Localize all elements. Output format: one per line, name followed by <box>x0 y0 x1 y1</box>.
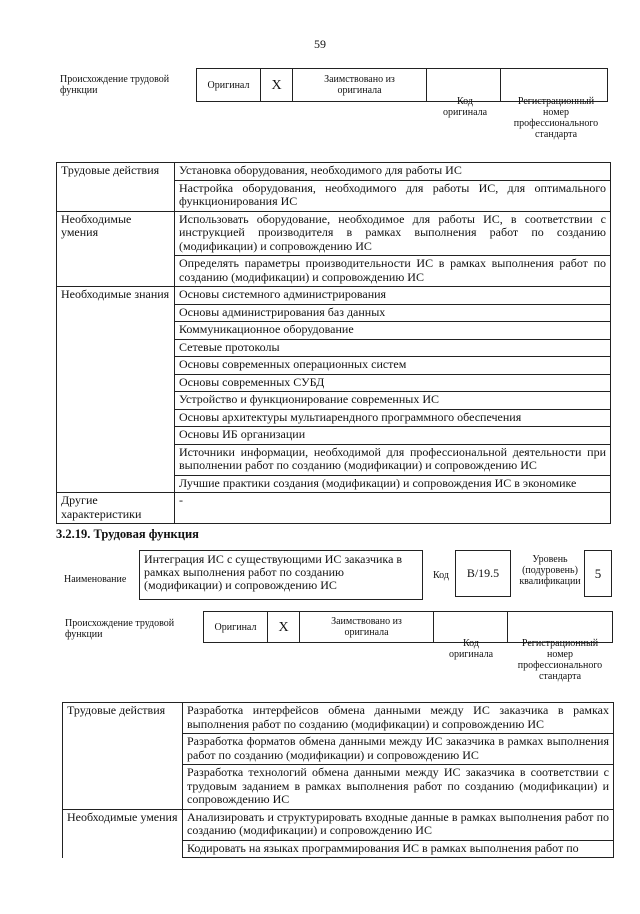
table-item: Основы архитектуры мультиарендного программного обеспечения <box>175 409 611 427</box>
code-original-label: Код оригинала <box>448 638 494 660</box>
labor-function-table-2 <box>62 702 614 858</box>
reg-number-label: Регистрационный номер профессионального стандарта <box>517 638 603 682</box>
function-name-box: Интеграция ИС с существующими ИС заказчика в рамках выполнения работ по созданию (модификации) и сопровождению ИС <box>139 550 423 600</box>
borrowed-label: Заимствовано из оригинала <box>324 74 395 96</box>
borrowed-cell <box>300 612 434 642</box>
page-number: 59 <box>314 37 326 51</box>
code-label: Код <box>433 570 449 581</box>
table-item: Разработка технологий обмена данными между ИС заказчика в соответствии с трудовым заданием в рамках выполнения работ по созданию (модификации) и сопровождению ИС <box>183 765 614 810</box>
table-item: Коммуникационное оборудование <box>175 322 611 340</box>
original-label: Оригинал <box>207 79 250 91</box>
table-item: Основы современных СУБД <box>175 374 611 392</box>
table-item: Основы современных операционных систем <box>175 357 611 375</box>
table-item: Кодировать на языках программирования ИС в рамках выполнения работ по <box>183 840 614 858</box>
labor-function-table-1 <box>56 162 611 524</box>
original-mark-cell <box>261 69 293 101</box>
labor-actions-label: Трудовые действия <box>63 703 183 734</box>
original-mark: X <box>278 619 289 635</box>
table-item: - <box>175 493 611 524</box>
level-value: 5 <box>584 550 612 597</box>
original-cell <box>204 612 268 642</box>
skills-label: Необходимые умения <box>63 809 183 840</box>
name-label: Наименование <box>64 574 127 585</box>
table-item: Анализировать и структурировать входные данные в рамках выполнения работ по созданию (модификации) и сопровождению ИС <box>183 809 614 840</box>
section-title: 3.2.19. Трудовая функция <box>56 527 199 541</box>
borrowed-cell <box>293 69 427 101</box>
table-item: Основы ИБ организации <box>175 427 611 445</box>
knowledge-label: Необходимые знания <box>57 287 175 305</box>
table-item: Источники информации, необходимой для профессиональной деятельности при выполнении работ по созданию (модификации) и сопровождению ИС <box>175 444 611 475</box>
table-item: Установка оборудования, необходимого для работы ИС <box>175 163 611 181</box>
table-item: Разработка интерфейсов обмена данными между ИС заказчика в рамках выполнения работ по созданию (модификации) и сопровождению ИС <box>183 703 614 734</box>
code-original-label: Код оригинала <box>442 96 488 118</box>
table-item: Разработка форматов обмена данными между ИС заказчика в рамках выполнения работ по созданию (модификации) и сопровождению ИС <box>183 734 614 765</box>
skills-label: Необходимые умения <box>57 211 175 256</box>
origin-label: Происхождение трудовой функции <box>60 74 170 96</box>
original-mark-cell <box>268 612 300 642</box>
table-item: Сетевые протоколы <box>175 339 611 357</box>
table-item: Настройка оборудования, необходимого для работы ИС, для оптимального функционирования ИС <box>175 180 611 211</box>
table-item: Устройство и функционирование современных ИС <box>175 392 611 410</box>
table-item: Основы администрирования баз данных <box>175 304 611 322</box>
original-label: Оригинал <box>214 621 257 633</box>
table-item: Лучшие практики создания (модификации) и сопровождения ИС в экономике <box>175 475 611 493</box>
original-cell <box>197 69 261 101</box>
original-mark: X <box>271 77 282 93</box>
table-item: Использовать оборудование, необходимое для работы ИС, в соответствии с инструкцией производителя в рамках выполнения работ по созданию (модификации) и сопровождению ИС <box>175 211 611 256</box>
table-item: Определять параметры производительности ИС в рамках выполнения работ по созданию (модификации) и сопровождению ИС <box>175 256 611 287</box>
reg-number-label: Регистрационный номер профессионального стандарта <box>513 96 599 140</box>
origin-label: Происхождение трудовой функции <box>65 618 175 640</box>
other-characteristics-label: Другие характеристики <box>57 493 175 524</box>
borrowed-label: Заимствовано из оригинала <box>331 616 402 638</box>
code-value: B/19.5 <box>455 550 511 597</box>
level-label: Уровень (подуровень) квалификации <box>519 554 581 587</box>
table-item: Основы системного администрирования <box>175 287 611 305</box>
labor-actions-label: Трудовые действия <box>57 163 175 181</box>
